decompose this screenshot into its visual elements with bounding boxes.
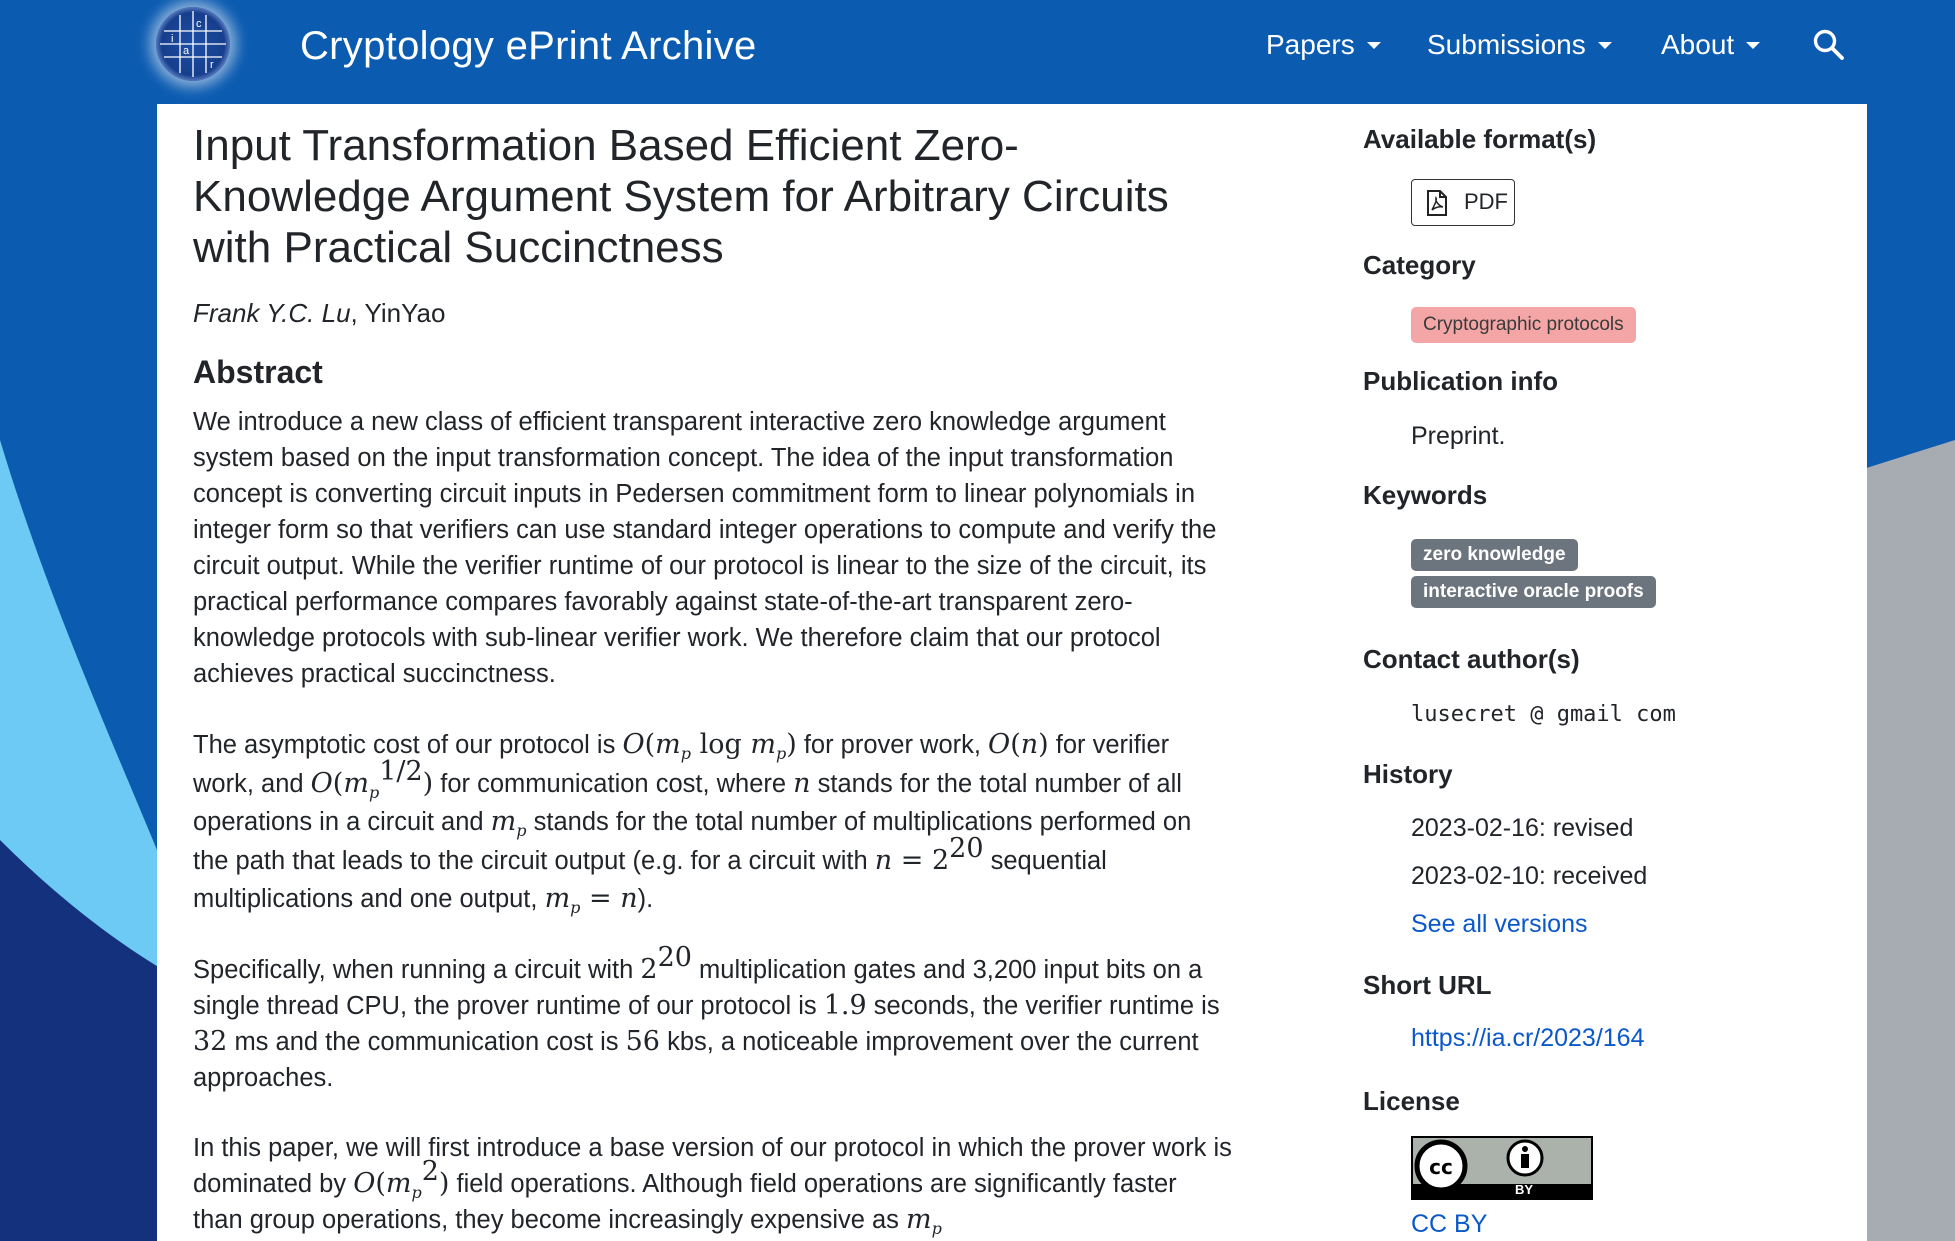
- keyword-badge[interactable]: zero knowledge: [1411, 539, 1578, 571]
- keywords-heading: Keywords: [1363, 480, 1488, 510]
- nav-about-label: About: [1661, 29, 1735, 60]
- pdf-file-icon: [1426, 190, 1448, 216]
- caret-down-icon: [1598, 42, 1612, 49]
- license-heading: License: [1363, 1086, 1460, 1116]
- pdf-button[interactable]: [1411, 179, 1515, 226]
- formats-heading: Available format(s): [1363, 124, 1597, 154]
- contact-email: lusecret @ gmail com: [1411, 702, 1676, 727]
- pubinfo-heading: Publication info: [1363, 366, 1558, 396]
- iacr-logo[interactable]: [156, 7, 230, 81]
- keyword-badge[interactable]: interactive oracle proofs: [1411, 576, 1656, 608]
- abstract-paragraph: Specifically, when running a circuit with $2^{20}$ multiplication gates and 3,200 input bits on a single thread CPU, the prover runtime of our protocol is 1.9 seconds, the verifier runtime is 32 ms and the communication cost is 56 kbs, a noticeable improvement over the current approaches.: [193, 942, 1220, 1092]
- paper-title: Input Transformation Based Efficient Zero-Knowledge Argument System for Arbitrary Circuits with Practical Succinctness: [193, 121, 1169, 272]
- history-entry: 2023-02-10: received: [1411, 862, 1648, 890]
- category-heading: Category: [1363, 250, 1476, 280]
- brand-title[interactable]: Cryptology ePrint Archive: [300, 24, 757, 68]
- abstract-paragraph: In this paper, we will first introduce a base version of our protocol in which the prover work is dominated by $O(m_p^2)$ field operations. Although field operations are significantly faster than group operations, they become increasingly expensive as $m_p$: [193, 1134, 1232, 1238]
- author-separator: ,: [350, 298, 365, 328]
- history-heading: History: [1363, 759, 1453, 789]
- logo-letter: c: [196, 18, 202, 30]
- search-icon[interactable]: [1812, 28, 1846, 62]
- author-name[interactable]: Frank Y.C. Lu: [193, 298, 351, 328]
- abstract-paragraph: The asymptotic cost of our protocol is $O(m_p$ $\log m_p$) for prover work, O(n) for verifier work, and $O(m_p^{1/2})$ for communication cost, where n stands for the total number of all operations in a circuit and $m_p$ stands for the total number of multiplications performed on the path that leads to the circuit output (e.g. for a circuit with $n = 2^{20}$ sequential multiplications and one output, $m_p = n$).: [193, 729, 1192, 917]
- svg-text:cc: cc: [1429, 1155, 1453, 1179]
- author-name[interactable]: YinYao: [364, 298, 446, 328]
- caret-down-icon: [1746, 42, 1760, 49]
- history-entry: 2023-02-16: revised: [1411, 814, 1634, 842]
- paper-card: [157, 104, 1867, 1241]
- logo-letter: i: [171, 33, 174, 45]
- author-list: [193, 296, 445, 330]
- nav-submissions-label: Submissions: [1427, 29, 1586, 60]
- license-link[interactable]: CC BY: [1411, 1210, 1488, 1238]
- nav-papers-label: Papers: [1266, 29, 1355, 60]
- cc-by-label: BY: [1515, 1182, 1534, 1197]
- abstract-paragraph: We introduce a new class of efficient transparent interactive zero knowledge argument system based on the input transformation concept. The idea of the input transformation concept is converting circuit inputs in Pedersen commitment form to linear polynomials in integer form so that verifiers can use standard integer operations to compute and verify the circuit output. While the verifier runtime of our protocol is linear to the size of the circuit, its practical performance compares favorably against state-of-the-art transparent zero-knowledge protocols with sub-linear verifier work. We therefore claim that our protocol achieves practical succinctness.: [193, 408, 1217, 688]
- abstract-heading: Abstract: [193, 354, 323, 390]
- category-badge[interactable]: Cryptographic protocols: [1411, 307, 1636, 343]
- contact-heading: Contact author(s): [1363, 644, 1580, 674]
- caret-down-icon: [1367, 42, 1381, 49]
- nav-submissions[interactable]: [1427, 22, 1612, 68]
- cc-by-badge[interactable]: [1411, 1136, 1593, 1200]
- see-all-versions-link[interactable]: See all versions: [1411, 910, 1588, 938]
- shorturl-heading: Short URL: [1363, 970, 1492, 1000]
- nav-about[interactable]: [1661, 22, 1760, 68]
- logo-letter: r: [210, 59, 214, 71]
- pubinfo-value: Preprint.: [1411, 422, 1506, 450]
- short-url-link[interactable]: https://ia.cr/2023/164: [1411, 1024, 1645, 1052]
- nav-papers[interactable]: [1266, 22, 1381, 68]
- logo-letter: a: [183, 45, 190, 57]
- pdf-label: PDF: [1464, 189, 1508, 214]
- top-navbar: [0, 0, 1955, 104]
